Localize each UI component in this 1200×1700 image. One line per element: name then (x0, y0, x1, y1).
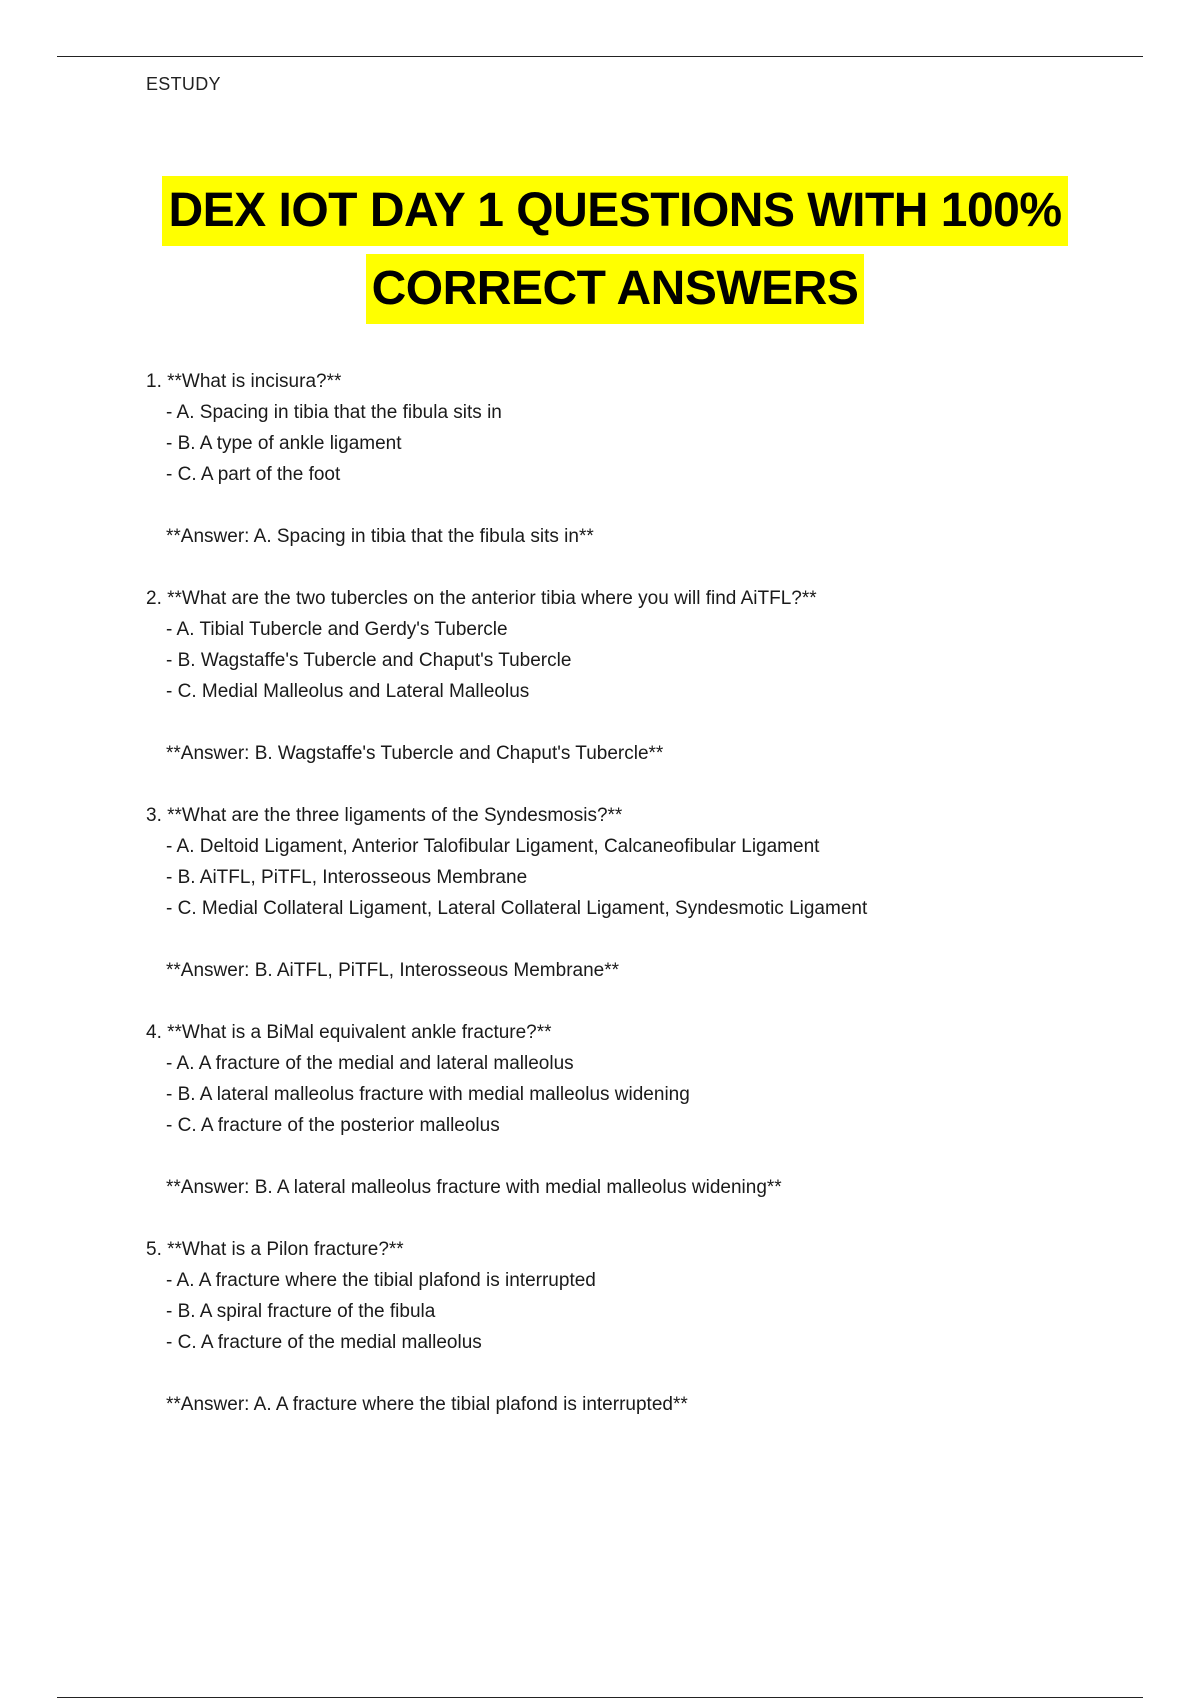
document-title (0, 176, 1200, 324)
question-item (146, 583, 1106, 769)
question-item (146, 800, 1106, 986)
option-c: - C. A fracture of the posterior malleolus (166, 1115, 500, 1136)
option-b: - B. A spiral fracture of the fibula (166, 1301, 436, 1322)
top-rule (57, 56, 1143, 57)
option-a: - A. Tibial Tubercle and Gerdy's Tubercle (166, 619, 508, 640)
question-text: 2. **What are the two tubercles on the anterior tibia where you will find AiTFL?** (146, 588, 817, 609)
option-c: - C. A part of the foot (166, 464, 341, 485)
answer-text: **Answer: A. Spacing in tibia that the fibula sits in** (166, 526, 594, 547)
option-a: - A. A fracture where the tibial plafond is interrupted (166, 1270, 596, 1291)
question-item (146, 1234, 1106, 1420)
question-item (146, 1017, 1106, 1203)
option-b: - B. A type of ankle ligament (166, 433, 402, 454)
question-list (146, 366, 1106, 1451)
option-c: - C. Medial Collateral Ligament, Lateral Collateral Ligament, Syndesmotic Ligament (166, 898, 868, 919)
answer-text: **Answer: B. AiTFL, PiTFL, Interosseous Membrane** (166, 960, 620, 981)
option-a: - A. Deltoid Ligament, Anterior Talofibular Ligament, Calcaneofibular Ligament (166, 836, 820, 857)
page-header: ESTUDY (146, 74, 221, 94)
question-text: 4. **What is a BiMal equivalent ankle fracture?** (146, 1022, 552, 1043)
option-a: - A. A fracture of the medial and lateral malleolus (166, 1053, 574, 1074)
title-line-1: DEX IOT DAY 1 QUESTIONS WITH 100% (162, 176, 1067, 246)
answer-text: **Answer: B. A lateral malleolus fracture with medial malleolus widening** (166, 1177, 782, 1198)
option-c: - C. Medial Malleolus and Lateral Malleolus (166, 681, 530, 702)
option-c: - C. A fracture of the medial malleolus (166, 1332, 482, 1353)
option-b: - B. AiTFL, PiTFL, Interosseous Membrane (166, 867, 528, 888)
question-text: 1. **What is incisura?** (146, 371, 342, 392)
option-b: - B. A lateral malleolus fracture with medial malleolus widening (166, 1084, 690, 1105)
answer-text: **Answer: B. Wagstaffe's Tubercle and Chaput's Tubercle** (166, 743, 664, 764)
question-text: 3. **What are the three ligaments of the Syndesmosis?** (146, 805, 623, 826)
option-a: - A. Spacing in tibia that the fibula sits in (166, 402, 502, 423)
title-line-2: CORRECT ANSWERS (366, 254, 865, 324)
bottom-rule (57, 1697, 1143, 1698)
question-text: 5. **What is a Pilon fracture?** (146, 1239, 404, 1260)
answer-text: **Answer: A. A fracture where the tibial plafond is interrupted** (166, 1394, 688, 1415)
option-b: - B. Wagstaffe's Tubercle and Chaput's Tubercle (166, 650, 572, 671)
question-item (146, 366, 1106, 552)
